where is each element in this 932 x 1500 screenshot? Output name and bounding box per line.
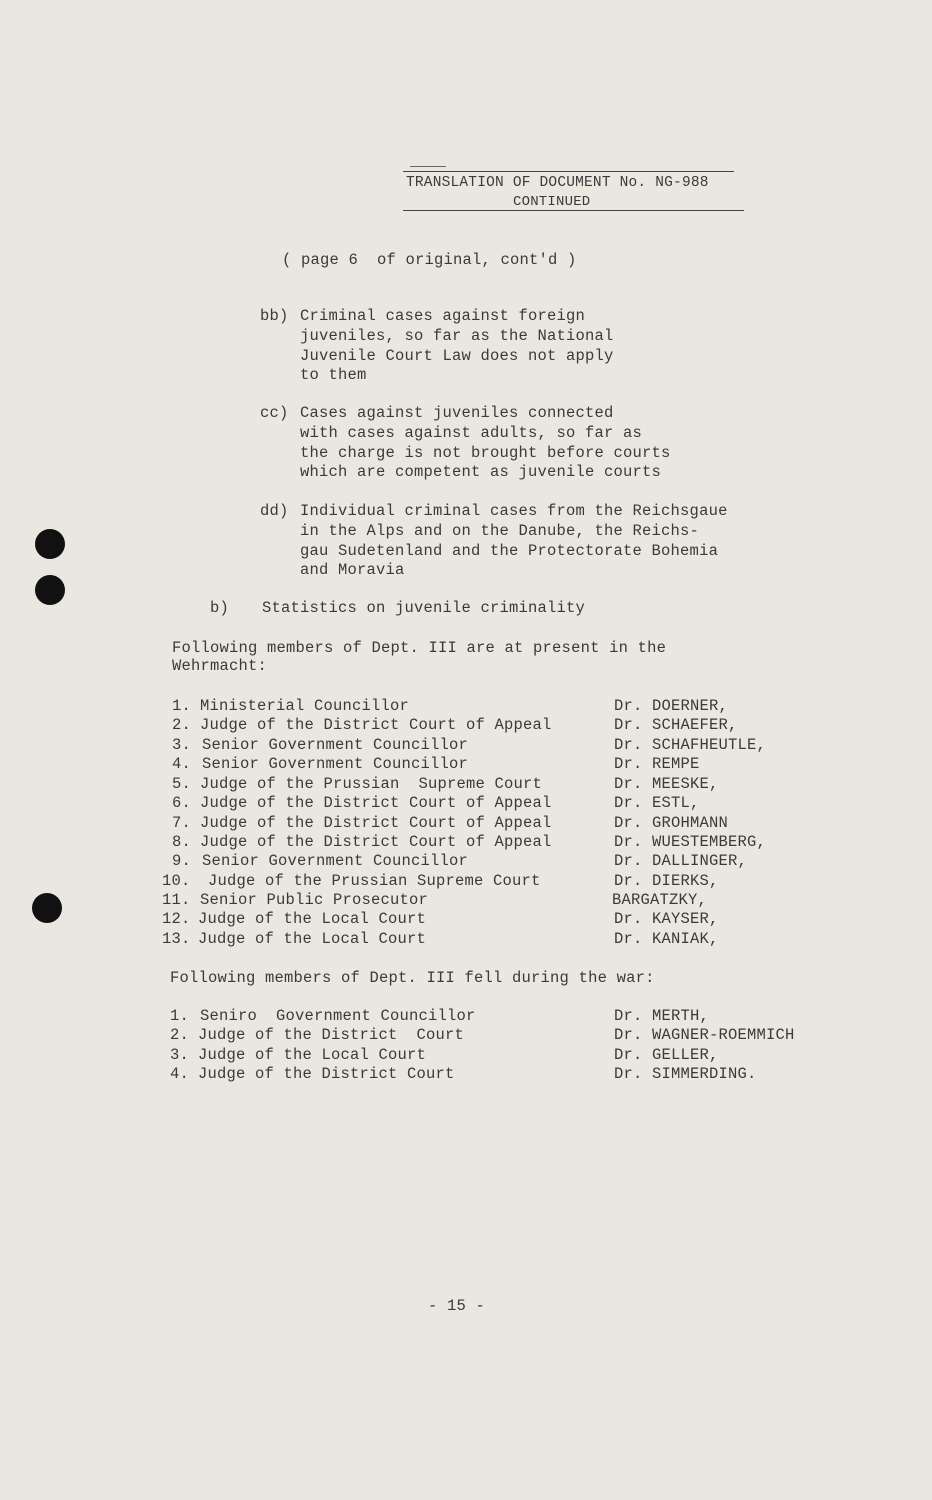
member-number: 3.	[172, 736, 192, 754]
member-title: Judge of the Prussian Supreme Court	[208, 872, 541, 890]
member-number: 9.	[172, 852, 192, 870]
member-title: Judge of the Prussian Supreme Court	[200, 775, 543, 793]
member-number: 8.	[172, 833, 192, 851]
member-number: 3.	[170, 1046, 190, 1064]
punch-hole	[35, 575, 65, 605]
item-line: which are competent as juvenile courts	[300, 463, 662, 481]
member-title: Senior Government Councillor	[202, 755, 469, 773]
item-line: and Moravia	[300, 561, 405, 579]
member-title: Judge of the District Court of Appeal	[200, 716, 552, 734]
item-line: Individual criminal cases from the Reichsgaue	[300, 502, 728, 520]
member-number: 7.	[172, 814, 192, 832]
member-title: Judge of the District Court	[198, 1026, 465, 1044]
header-top-rule	[403, 171, 734, 172]
member-title: Judge of the District Court of Appeal	[200, 794, 552, 812]
wehrmacht-intro-line: Wehrmacht:	[172, 657, 268, 675]
member-number: 4.	[170, 1065, 190, 1083]
member-name: Dr. SCHAEFER,	[614, 716, 738, 734]
member-name: Dr. SIMMERDING.	[614, 1065, 757, 1083]
item-label: dd)	[260, 502, 289, 520]
item-label: bb)	[260, 307, 289, 325]
wehrmacht-intro-line: Following members of Dept. III are at present in the	[172, 639, 667, 657]
member-number: 1.	[172, 697, 192, 715]
item-line: juveniles, so far as the National	[300, 327, 614, 345]
member-name: Dr. ESTL,	[614, 794, 700, 812]
fell-intro: Following members of Dept. III fell during the war:	[170, 969, 655, 987]
member-name: Dr. REMPE	[614, 755, 700, 773]
page-number: - 15 -	[428, 1297, 486, 1315]
item-line: with cases against adults, so far as	[300, 424, 643, 442]
member-number: 6.	[172, 794, 192, 812]
member-title: Judge of the District Court of Appeal	[200, 814, 552, 832]
member-title: Judge of the District Court of Appeal	[200, 833, 552, 851]
member-name: Dr. GROHMANN	[614, 814, 729, 832]
member-number: 12.	[162, 910, 191, 928]
member-number: 2.	[170, 1026, 190, 1044]
item-line: Juvenile Court Law does not apply	[300, 347, 614, 365]
member-title: Ministerial Councillor	[200, 697, 410, 715]
member-number: 11.	[162, 891, 191, 909]
member-name: Dr. DIERKS,	[614, 872, 719, 890]
item-line: in the Alps and on the Danube, the Reichs-	[300, 522, 700, 540]
member-name: Dr. MEESKE,	[614, 775, 719, 793]
member-title: Senior Public Prosecutor	[200, 891, 429, 909]
member-title: Senior Government Councillor	[202, 736, 469, 754]
member-name: Dr. KANIAK,	[614, 930, 719, 948]
member-title: Judge of the Local Court	[198, 1046, 427, 1064]
member-number: 5.	[172, 775, 192, 793]
member-name: Dr. WUESTEMBERG,	[614, 833, 767, 851]
member-title: Senior Government Councillor	[202, 852, 469, 870]
member-name: BARGATZKY,	[612, 891, 708, 909]
section-text: Statistics on juvenile criminality	[262, 599, 586, 617]
member-number: 1.	[170, 1007, 190, 1025]
header-tick	[410, 166, 446, 167]
member-name: Dr. GELLER,	[614, 1046, 719, 1064]
item-line: the charge is not brought before courts	[300, 444, 671, 462]
punch-hole	[35, 529, 65, 559]
member-number: 13.	[162, 930, 191, 948]
punch-hole	[32, 893, 62, 923]
item-line: gau Sudetenland and the Protectorate Bohemia	[300, 542, 719, 560]
item-line: Cases against juveniles connected	[300, 404, 614, 422]
member-number: 2.	[172, 716, 192, 734]
member-number: 4.	[172, 755, 192, 773]
member-number: 10.	[162, 872, 191, 890]
member-name: Dr. KAYSER,	[614, 910, 719, 928]
member-name: Dr. SCHAFHEUTLE,	[614, 736, 767, 754]
member-name: Dr. MERTH,	[614, 1007, 710, 1025]
member-name: Dr. DOERNER,	[614, 697, 729, 715]
member-title: Judge of the Local Court	[198, 930, 427, 948]
item-label: cc)	[260, 404, 289, 422]
member-title: Judge of the Local Court	[198, 910, 427, 928]
section-label: b)	[210, 599, 230, 617]
item-line: to them	[300, 366, 367, 384]
member-name: Dr. WAGNER-ROEMMICH	[614, 1026, 795, 1044]
page-reference: ( page 6 of original, cont'd )	[282, 251, 577, 269]
member-title: Judge of the District Court	[198, 1065, 455, 1083]
header-bottom-rule	[403, 210, 744, 211]
document-subtitle: CONTINUED	[513, 194, 591, 210]
member-title: Seniro Government Councillor	[200, 1007, 476, 1025]
item-line: Criminal cases against foreign	[300, 307, 586, 325]
member-name: Dr. DALLINGER,	[614, 852, 748, 870]
document-title: TRANSLATION OF DOCUMENT No. NG-988	[406, 175, 709, 191]
